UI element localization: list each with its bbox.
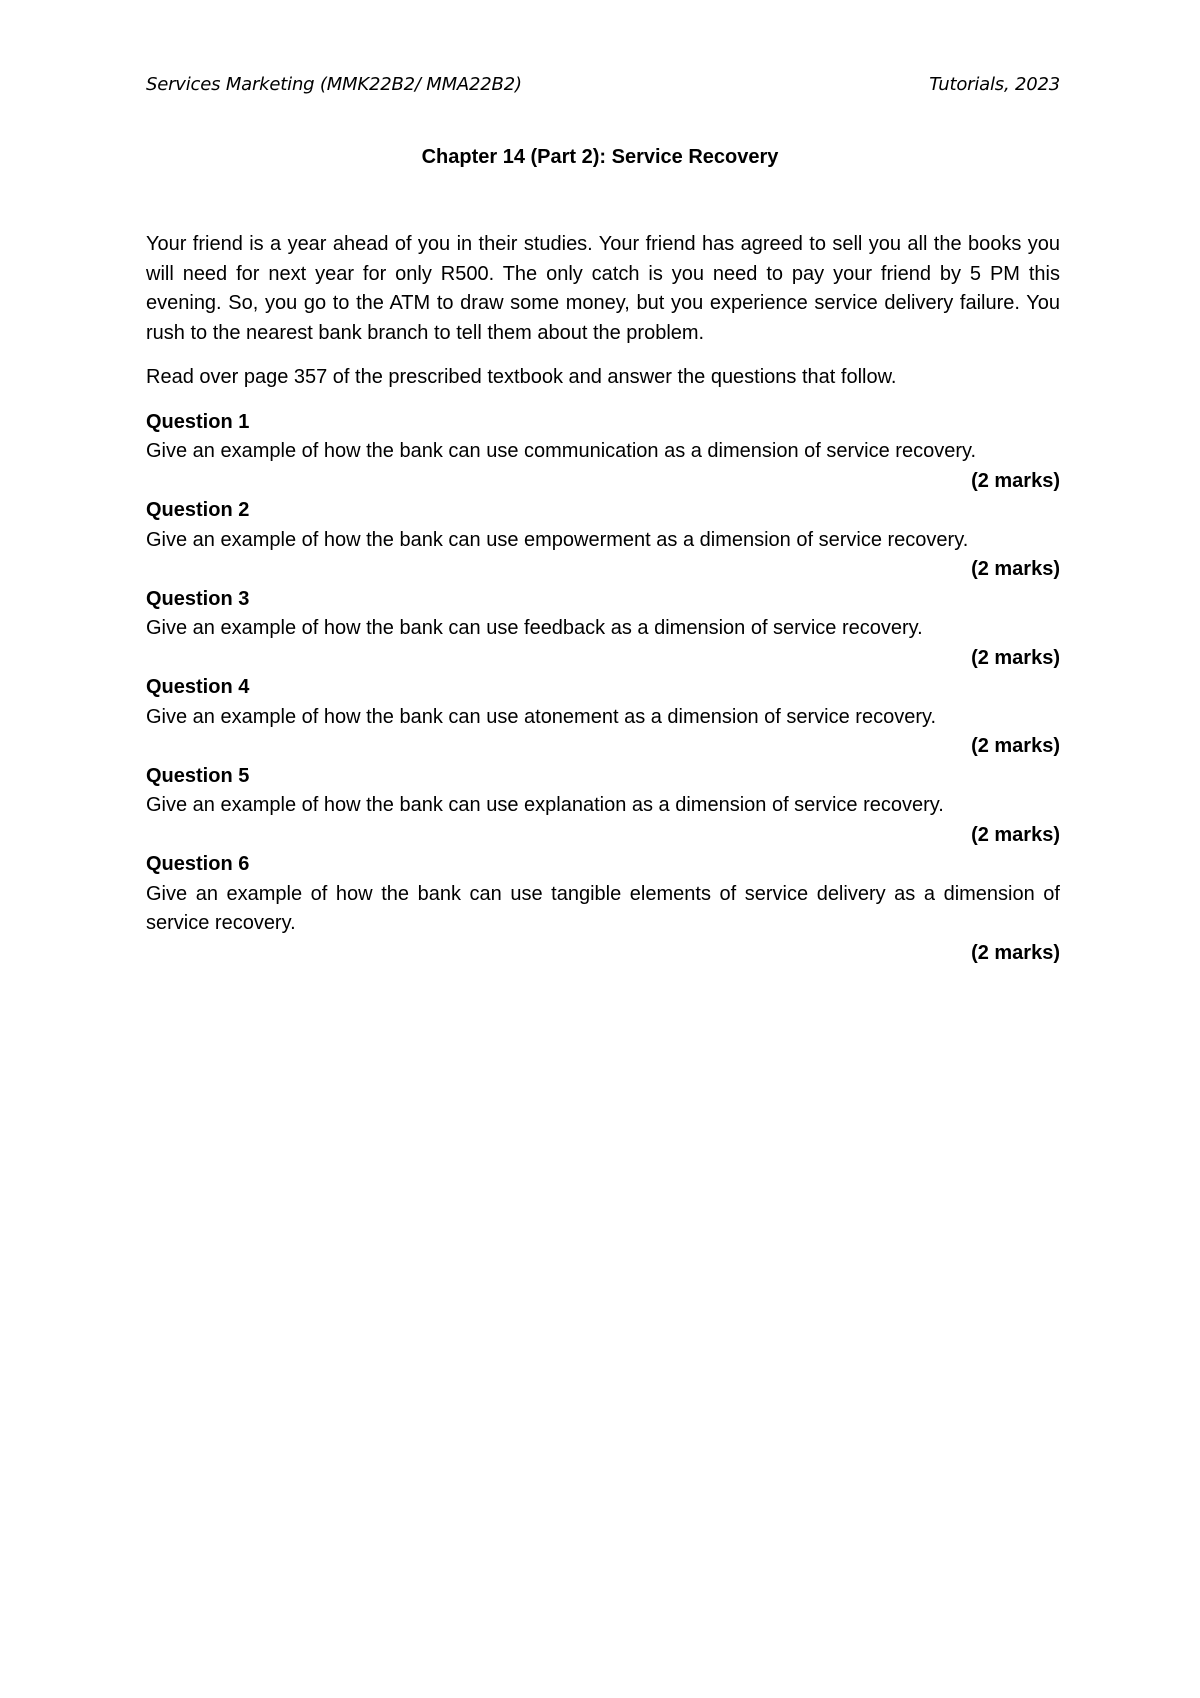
question-marks: (2 marks) [971, 823, 1060, 846]
course-title: Services Marketing (MMK22B2/ MMA22B2) [146, 74, 522, 95]
question-1 [146, 408, 1060, 497]
intro-paragraph: Your friend is a year ahead of you in their studies. Your friend has agreed to sell you all the books you will need for next year for only R500. The only catch is you need to pay your friend by 5 PM this evening. So, you go to the ATM to draw some money, but you experience service delivery failure. You rush to the nearest bank branch to tell them about the problem. [146, 233, 1060, 344]
question-text: Give an example of how the bank can use tangible elements of service delivery as a dimension of service recovery. [146, 882, 1060, 934]
question-6 [146, 850, 1060, 968]
session-label: Tutorials, 2023 [929, 74, 1060, 95]
question-5 [146, 762, 1060, 851]
question-text: Give an example of how the bank can use feedback as a dimension of service recovery. [146, 617, 923, 639]
question-marks: (2 marks) [971, 558, 1060, 580]
question-heading: Question 6 [146, 853, 250, 875]
question-heading: Question 2 [146, 499, 250, 521]
question-heading: Question 5 [146, 764, 250, 787]
document-body [146, 230, 1060, 968]
question-text: Give an example of how the bank can use empowerment as a dimension of service recovery. [146, 528, 969, 551]
chapter-title: Chapter 14 (Part 2): Service Recovery [421, 146, 779, 168]
question-marks: (2 marks) [971, 646, 1060, 669]
instruction-paragraph: Read over page 357 of the prescribed textbook and answer the questions that follow. [146, 366, 897, 388]
question-heading: Question 3 [146, 587, 250, 610]
page-header [146, 74, 1060, 102]
question-3 [146, 585, 1060, 674]
question-2 [146, 496, 1060, 585]
question-text: Give an example of how the bank can use communication as a dimension of service recovery. [146, 440, 977, 462]
question-heading: Question 4 [146, 676, 250, 698]
question-text: Give an example of how the bank can use atonement as a dimension of service recovery. [146, 705, 937, 728]
question-text: Give an example of how the bank can use explanation as a dimension of service recovery. [146, 794, 944, 816]
question-marks: (2 marks) [971, 735, 1060, 757]
question-marks: (2 marks) [971, 469, 1060, 492]
question-4 [146, 673, 1060, 762]
question-heading: Question 1 [146, 410, 250, 433]
question-marks: (2 marks) [971, 941, 1060, 964]
